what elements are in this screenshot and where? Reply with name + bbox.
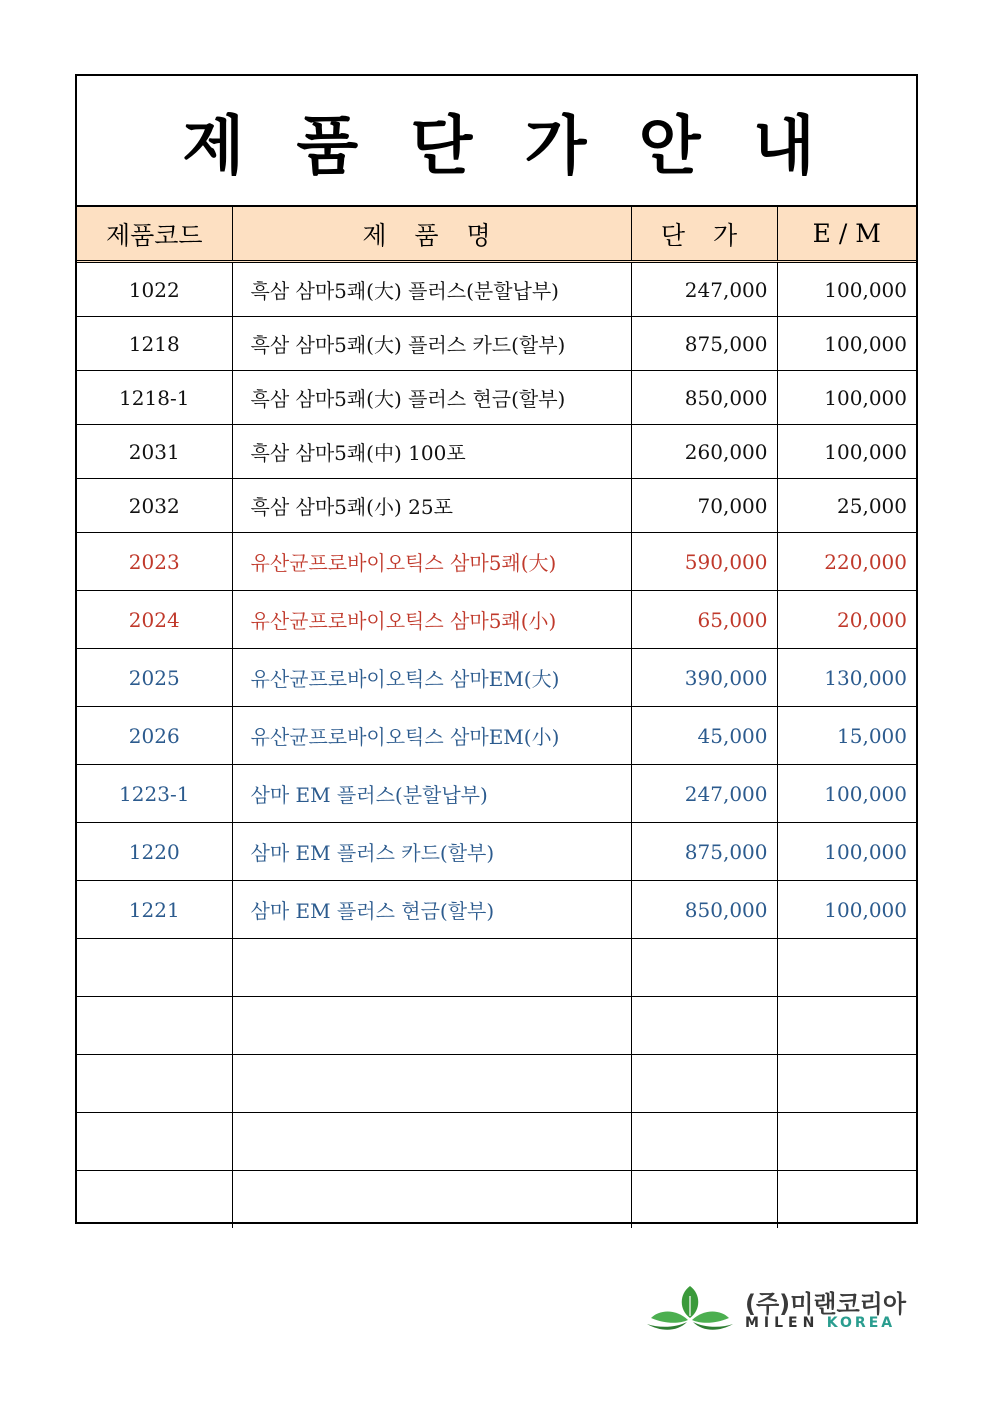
empty-cell	[232, 997, 631, 1055]
empty-cell	[232, 1113, 631, 1171]
product-code: 2023	[77, 533, 232, 591]
price-table	[77, 207, 916, 1228]
company-logo	[645, 1284, 945, 1344]
unit-price: 70,000	[631, 479, 777, 533]
em-value: 15,000	[777, 707, 916, 765]
header-code: 제품코드	[77, 207, 232, 262]
empty-cell	[777, 997, 916, 1055]
unit-price: 260,000	[631, 425, 777, 479]
table-row	[77, 707, 916, 765]
product-name: 삼마 EM 플러스 카드(할부)	[232, 823, 631, 881]
table-row	[77, 823, 916, 881]
product-code: 2024	[77, 591, 232, 649]
unit-price: 590,000	[631, 533, 777, 591]
table-row	[77, 371, 916, 425]
price-sheet	[75, 74, 918, 1224]
em-value: 100,000	[777, 262, 916, 317]
company-name-english	[745, 1315, 895, 1331]
em-value: 20,000	[777, 591, 916, 649]
empty-cell	[631, 1113, 777, 1171]
unit-price: 247,000	[631, 765, 777, 823]
product-name: 흑삼 삼마5쾌(大) 플러스 카드(할부)	[232, 317, 631, 371]
em-value: 100,000	[777, 371, 916, 425]
title-box	[77, 76, 916, 207]
empty-row	[77, 1055, 916, 1113]
product-name: 흑삼 삼마5쾌(中) 100포	[232, 425, 631, 479]
product-name: 흑삼 삼마5쾌(大) 플러스 현금(할부)	[232, 371, 631, 425]
product-name: 유산균프로바이오틱스 삼마EM(大)	[232, 649, 631, 707]
product-code: 1223-1	[77, 765, 232, 823]
empty-cell	[77, 1171, 232, 1229]
product-name: 유산균프로바이오틱스 삼마5쾌(大)	[232, 533, 631, 591]
unit-price: 65,000	[631, 591, 777, 649]
logo-korea: KOREA	[826, 1315, 896, 1331]
leaf-logo-icon	[645, 1284, 735, 1334]
unit-price: 45,000	[631, 707, 777, 765]
empty-cell	[631, 997, 777, 1055]
product-code: 1022	[77, 262, 232, 317]
empty-cell	[777, 1171, 916, 1229]
logo-milen: MILEN	[745, 1315, 820, 1331]
em-value: 100,000	[777, 765, 916, 823]
table-body	[77, 262, 916, 1229]
unit-price: 875,000	[631, 317, 777, 371]
empty-cell	[232, 1055, 631, 1113]
product-code: 1220	[77, 823, 232, 881]
header-name: 제 품 명	[232, 207, 631, 262]
product-code: 2026	[77, 707, 232, 765]
table-row	[77, 765, 916, 823]
empty-cell	[777, 1113, 916, 1171]
unit-price: 850,000	[631, 881, 777, 939]
empty-cell	[631, 939, 777, 997]
em-value: 100,000	[777, 425, 916, 479]
empty-cell	[777, 939, 916, 997]
empty-cell	[77, 997, 232, 1055]
header-price: 단 가	[631, 207, 777, 262]
table-row	[77, 591, 916, 649]
empty-row	[77, 939, 916, 997]
product-name: 유산균프로바이오틱스 삼마EM(小)	[232, 707, 631, 765]
empty-cell	[631, 1055, 777, 1113]
product-code: 2031	[77, 425, 232, 479]
unit-price: 850,000	[631, 371, 777, 425]
table-row	[77, 533, 916, 591]
product-code: 1218	[77, 317, 232, 371]
header-em: E / M	[777, 207, 916, 262]
em-value: 220,000	[777, 533, 916, 591]
unit-price: 247,000	[631, 262, 777, 317]
empty-cell	[232, 1171, 631, 1229]
table-row	[77, 317, 916, 371]
em-value: 100,000	[777, 317, 916, 371]
em-value: 130,000	[777, 649, 916, 707]
empty-cell	[77, 1055, 232, 1113]
product-code: 1218-1	[77, 371, 232, 425]
empty-cell	[631, 1171, 777, 1229]
product-name: 흑삼 삼마5쾌(小) 25포	[232, 479, 631, 533]
empty-row	[77, 1113, 916, 1171]
empty-cell	[232, 939, 631, 997]
company-name-korean: (주)미랜코리아	[745, 1290, 907, 1318]
product-name: 삼마 EM 플러스 현금(할부)	[232, 881, 631, 939]
table-row	[77, 479, 916, 533]
em-value: 25,000	[777, 479, 916, 533]
unit-price: 390,000	[631, 649, 777, 707]
empty-cell	[77, 939, 232, 997]
product-name: 삼마 EM 플러스(분할납부)	[232, 765, 631, 823]
table-row	[77, 425, 916, 479]
empty-cell	[777, 1055, 916, 1113]
empty-row	[77, 1171, 916, 1229]
product-name: 유산균프로바이오틱스 삼마5쾌(小)	[232, 591, 631, 649]
product-code: 2032	[77, 479, 232, 533]
empty-row	[77, 997, 916, 1055]
table-header-row	[77, 207, 916, 262]
empty-cell	[77, 1113, 232, 1171]
em-value: 100,000	[777, 823, 916, 881]
em-value: 100,000	[777, 881, 916, 939]
product-code: 2025	[77, 649, 232, 707]
table-row	[77, 881, 916, 939]
table-row	[77, 262, 916, 317]
page-title: 제 품 단 가 안 내	[182, 109, 819, 184]
unit-price: 875,000	[631, 823, 777, 881]
table-row	[77, 649, 916, 707]
product-code: 1221	[77, 881, 232, 939]
product-name: 흑삼 삼마5쾌(大) 플러스(분할납부)	[232, 262, 631, 317]
